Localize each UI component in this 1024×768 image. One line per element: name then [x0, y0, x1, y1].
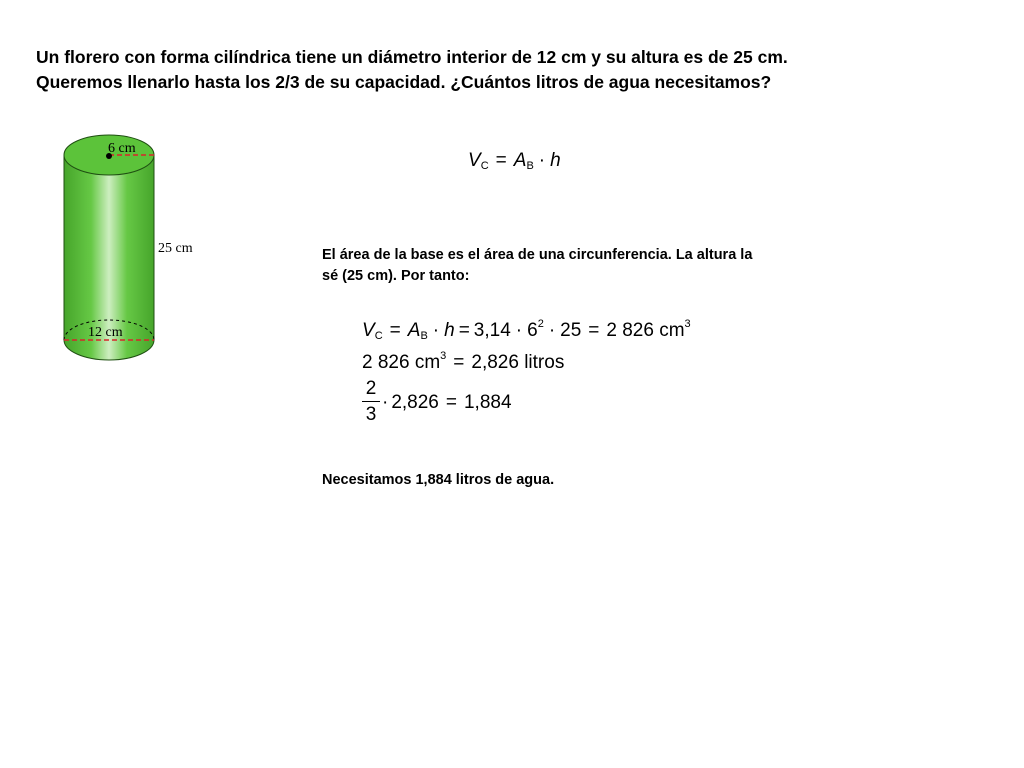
calc2-cube: 3 — [440, 350, 447, 362]
formula-dot: · — [538, 150, 546, 171]
calc3-result: 1,884 — [463, 392, 512, 413]
calc2-litros: 2,826 litros — [471, 352, 565, 373]
fraction-numerator: 2 — [365, 378, 377, 399]
calc1-eq3: = — [588, 320, 600, 341]
fraction-bar — [362, 401, 380, 402]
explanation — [322, 245, 852, 287]
problem-line-2: Queremos llenarlo hasta los 2/3 de su capacidad. ¿Cuántos litros de agua necesitamos? — [36, 72, 772, 92]
formula-a: A — [513, 150, 527, 171]
calc1-dot1: · — [432, 320, 440, 341]
calc1-result: 2 826 cm — [606, 320, 685, 341]
explanation-line-2: sé (25 cm). Por tanto: — [322, 268, 470, 284]
calc1-eq2: = — [458, 320, 470, 341]
calculation-liters — [362, 350, 564, 374]
calc1-b: B — [420, 330, 428, 342]
explanation-line-1: El área de la base es el área de una circunferencia. La altura la — [322, 247, 753, 263]
formula-h: h — [550, 150, 561, 171]
formula-v: V — [468, 150, 481, 171]
formula-c: C — [480, 160, 489, 172]
calc1-cube: 3 — [684, 318, 691, 330]
problem-statement — [36, 45, 936, 95]
calc1-a: A — [407, 320, 421, 341]
calc1-dot2: · — [515, 320, 523, 341]
calc1-v: V — [362, 320, 375, 341]
final-answer: Necesitamos 1,884 litros de agua. — [322, 472, 555, 488]
fraction-denominator: 3 — [365, 404, 377, 425]
height-label: 25 cm — [158, 241, 193, 256]
fraction-two-thirds — [362, 378, 380, 426]
cylinder-figure — [50, 120, 230, 370]
formula-eq: = — [495, 150, 507, 171]
calc3-eq: = — [445, 392, 457, 413]
calc1-dot3: · — [548, 320, 556, 341]
radius-label: 6 cm — [108, 141, 136, 156]
calc3-dot: · — [382, 392, 389, 413]
calc2-eq: = — [453, 352, 465, 373]
formula-b: B — [526, 160, 534, 172]
calc1-c: C — [374, 330, 383, 342]
diameter-label: 12 cm — [88, 325, 123, 340]
calc1-six: 6 — [527, 320, 538, 341]
calc1-eq1: = — [389, 320, 401, 341]
calc3-value: 2,826 — [391, 392, 439, 413]
calculation-fraction — [380, 392, 512, 414]
calculation-volume — [362, 318, 691, 342]
calc1-h: h — [444, 320, 455, 341]
problem-line-1: Un florero con forma cilíndrica tiene un diámetro interior de 12 cm y su altura es de 25 cm. — [36, 47, 788, 67]
calc1-pi: 3,14 — [473, 320, 511, 341]
volume-formula — [468, 150, 561, 172]
calc1-height: 25 — [560, 320, 582, 341]
calc1-sq: 2 — [537, 318, 544, 330]
calc2-value: 2 826 cm — [362, 352, 441, 373]
